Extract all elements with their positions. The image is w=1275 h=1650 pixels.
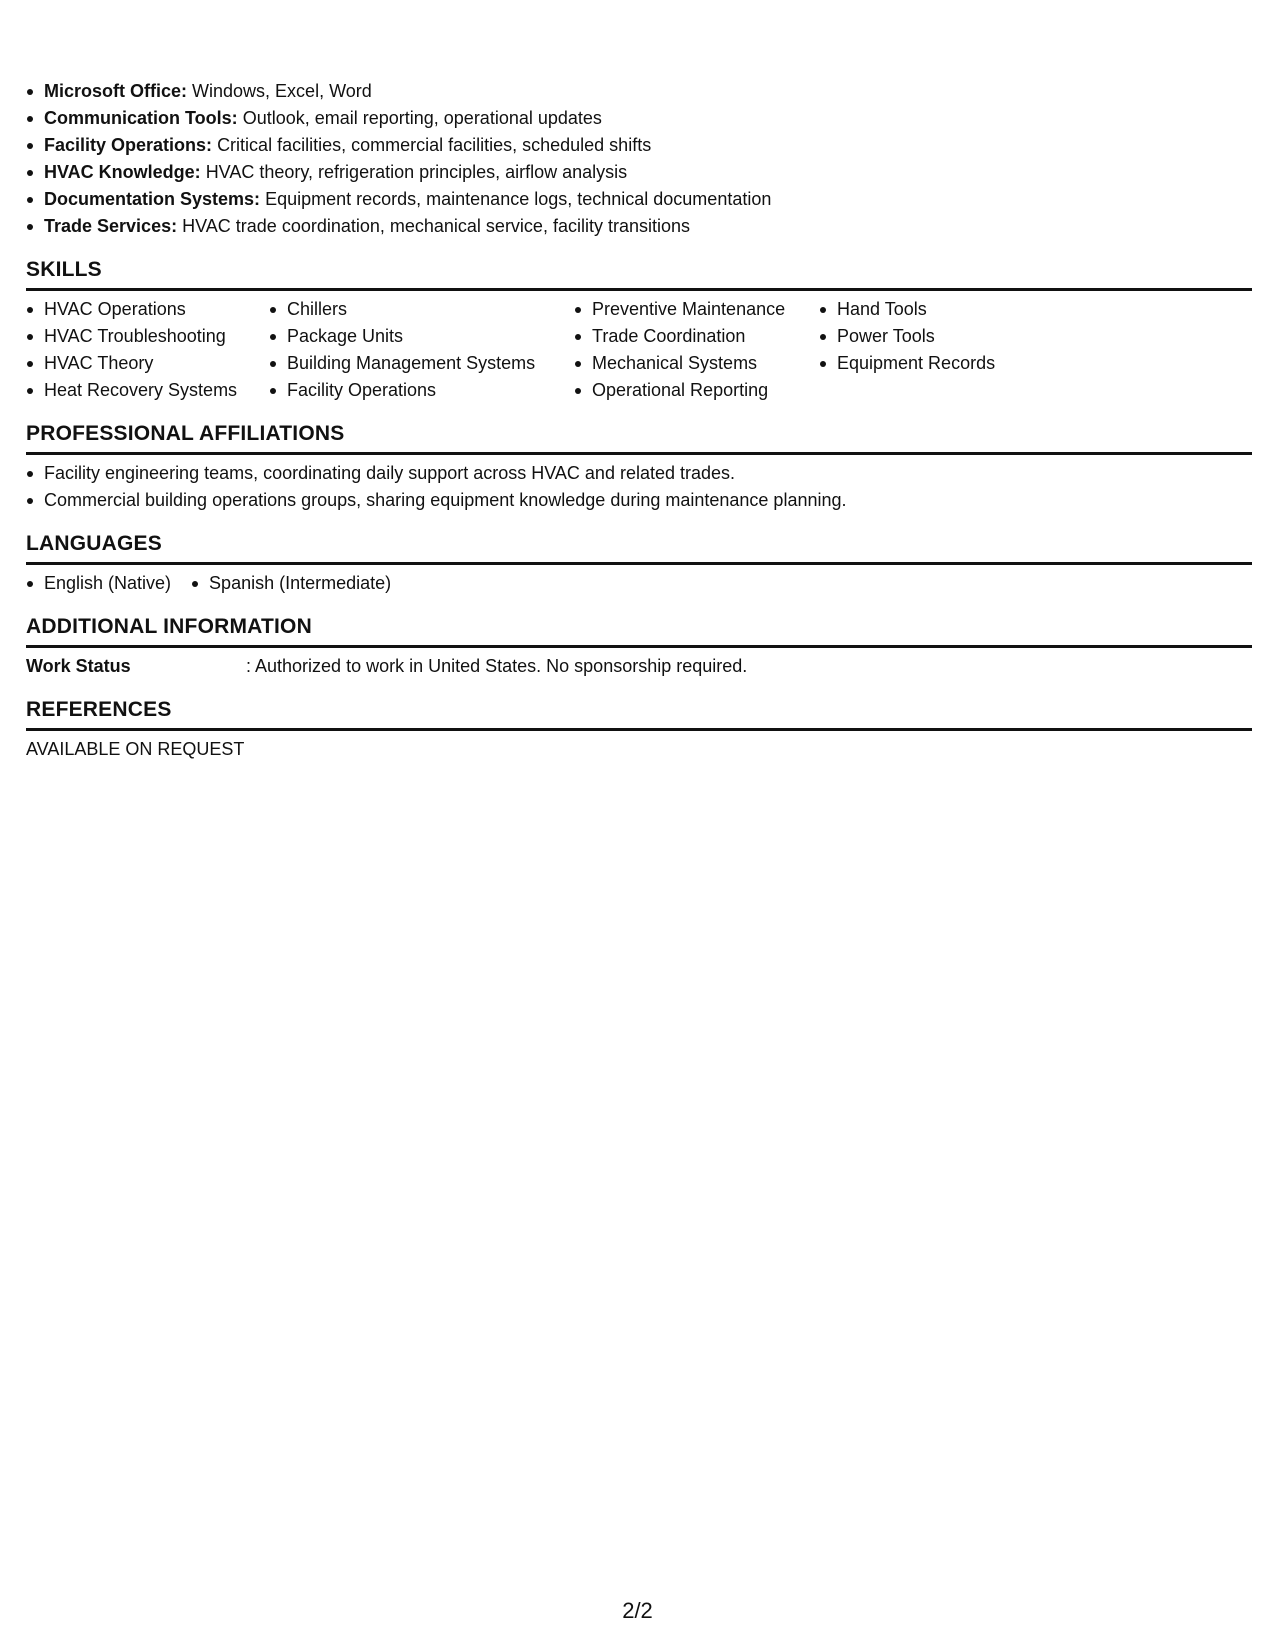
skill-item: Trade Coordination [574,323,819,350]
section-title-references: REFERENCES [26,698,172,721]
affiliations-section [26,421,1252,514]
tool-label: Trade Services: [44,216,178,236]
tool-label: Microsoft Office: [44,81,188,101]
section-title-additional: ADDITIONAL INFORMATION [26,615,312,638]
skills-grid [26,296,1252,404]
work-status-label: Work Status [26,656,131,676]
skills-column [269,296,574,404]
tool-label: Communication Tools: [44,108,238,128]
language-item: English (Native) [26,570,171,597]
section-title-affiliations: PROFESSIONAL AFFILIATIONS [26,422,345,445]
skills-column [819,296,1059,404]
language-item: Spanish (Intermediate) [191,570,391,597]
skill-item: HVAC Troubleshooting [26,323,269,350]
languages-list [26,570,1252,597]
section-title-languages: LANGUAGES [26,532,162,555]
resume-page [26,78,1252,763]
affiliations-list [26,460,1252,514]
section-divider [26,562,1252,565]
affiliation-item: Facility engineering teams, coordinating daily support across HVAC and related trades. [26,460,1252,487]
references-section [26,697,1252,763]
skill-item: Facility Operations [269,377,574,404]
section-divider [26,288,1252,291]
tools-list [26,78,1252,240]
tool-item [26,132,1252,159]
skill-item: Hand Tools [819,296,1059,323]
skill-item: Preventive Maintenance [574,296,819,323]
skill-item: HVAC Operations [26,296,269,323]
tool-value: Outlook, email reporting, operational updates [242,108,602,128]
skill-item: Heat Recovery Systems [26,377,269,404]
work-status-row [26,653,1252,680]
tool-label: Documentation Systems: [44,189,261,209]
tool-value: Windows, Excel, Word [192,81,372,101]
tool-value: Equipment records, maintenance logs, technical documentation [265,189,772,209]
tool-item [26,105,1252,132]
section-divider [26,728,1252,731]
skill-item: Equipment Records [819,350,1059,377]
additional-info-section [26,614,1252,680]
section-divider [26,452,1252,455]
skills-column [26,296,269,404]
references-text: AVAILABLE ON REQUEST [26,739,245,759]
skills-column [574,296,819,404]
tool-item [26,213,1252,240]
tool-label: Facility Operations: [44,135,213,155]
tool-value: HVAC theory, refrigeration principles, airflow analysis [205,162,628,182]
affiliation-item: Commercial building operations groups, sharing equipment knowledge during maintenance planning. [26,487,1252,514]
skill-item: Operational Reporting [574,377,819,404]
tool-value: HVAC trade coordination, mechanical service, facility transitions [182,216,690,236]
tool-item [26,186,1252,213]
skills-section [26,257,1252,404]
work-status-value: : Authorized to work in United States. No sponsorship required. [246,656,748,676]
section-title-skills: SKILLS [26,258,102,281]
skill-item: Building Management Systems [269,350,574,377]
tool-value: Critical facilities, commercial facilities, scheduled shifts [217,135,652,155]
section-divider [26,645,1252,648]
tool-item [26,159,1252,186]
skill-item: HVAC Theory [26,350,269,377]
skill-item: Mechanical Systems [574,350,819,377]
tool-label: HVAC Knowledge: [44,162,201,182]
page-number: 2/2 [622,1598,653,1623]
skill-item: Package Units [269,323,574,350]
skill-item: Chillers [269,296,574,323]
skill-item: Power Tools [819,323,1059,350]
languages-section [26,531,1252,597]
tool-item [26,78,1252,105]
